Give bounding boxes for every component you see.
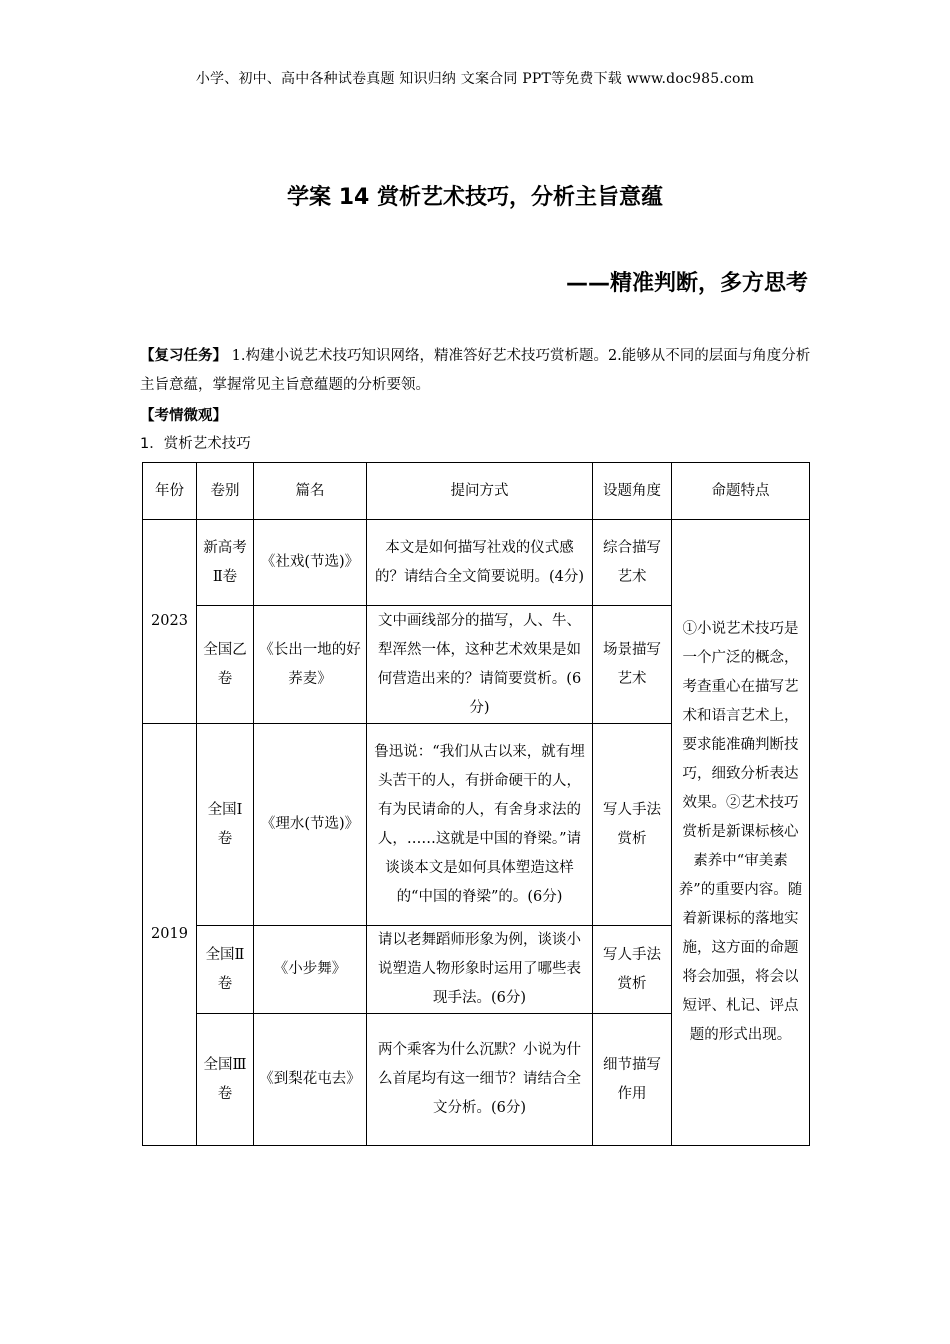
- title-cell: 《到梨花屯去》: [254, 1014, 367, 1146]
- table-row: [143, 520, 810, 606]
- section-title: 1．赏析艺术技巧: [140, 436, 251, 452]
- question-cell: 两个乘客为什么沉默？小说为什么首尾均有这一细节？请结合全文分析。(6分): [367, 1014, 593, 1146]
- question-cell: 鲁迅说：“我们从古以来，就有埋头苦干的人，有拼命硬干的人，有为民请命的人，有舍身求法的人，……这就是中国的脊梁。”请谈谈本文是如何具体塑造这样的“中国的脊梁”的。(6分): [367, 724, 593, 926]
- page-subtitle: ——精准判断，多方思考: [565, 271, 808, 296]
- angle-cell: 细节描写作用: [593, 1014, 672, 1146]
- paper-cell: 新高考Ⅱ卷: [197, 520, 254, 606]
- paper-cell: 全国Ⅰ卷: [197, 724, 254, 926]
- header-feature: 命题特点: [672, 463, 810, 520]
- header-question: 提问方式: [367, 463, 593, 520]
- feature-cell: ①小说艺术技巧是一个广泛的概念，考查重心在描写艺术和语言艺术上，要求能准确判断技巧，细致分析表达效果。②艺术技巧赏析是新课标核心素养中“审美素养”的重要内容。随着新课标的落地实施，这方面的命题将会加强，将会以短评、札记、评点题的形式出现。: [672, 520, 810, 1146]
- angle-cell: 综合描写艺术: [593, 520, 672, 606]
- angle-cell: 写人手法赏析: [593, 724, 672, 926]
- header-angle: 设题角度: [593, 463, 672, 520]
- question-cell: 本文是如何描写社戏的仪式感的？请结合全文简要说明。(4分): [367, 520, 593, 606]
- angle-cell: 写人手法赏析: [593, 926, 672, 1014]
- title-cell: 《小步舞》: [254, 926, 367, 1014]
- title-cell: 《长出一地的好荞麦》: [254, 606, 367, 724]
- table-header-row: [143, 463, 810, 520]
- title-cell: 《理水(节选)》: [254, 724, 367, 926]
- title-cell: 《社戏(节选)》: [254, 520, 367, 606]
- review-task-tag: 【复习任务】: [140, 348, 227, 364]
- paper-cell: 全国Ⅲ卷: [197, 1014, 254, 1146]
- question-cell: 请以老舞蹈师形象为例，谈谈小说塑造人物形象时运用了哪些表现手法。(6分): [367, 926, 593, 1014]
- header-title: 篇名: [254, 463, 367, 520]
- question-cell: 文中画线部分的描写，人、牛、犁浑然一体，这种艺术效果是如何营造出来的？请简要赏析。(6分): [367, 606, 593, 724]
- year-cell: 2023: [143, 520, 197, 724]
- page-title: 学案 14 赏析艺术技巧，分析主旨意蕴: [287, 185, 663, 210]
- year-cell: 2019: [143, 724, 197, 1146]
- header-year: 年份: [143, 463, 197, 520]
- paper-cell: 全国Ⅱ卷: [197, 926, 254, 1014]
- exam-table: [142, 462, 810, 1146]
- exam-overview-tag: 【考情微观】: [140, 408, 227, 424]
- header-paper: 卷别: [197, 463, 254, 520]
- review-task: [140, 342, 815, 400]
- paper-cell: 全国乙卷: [197, 606, 254, 724]
- site-header: 小学、初中、高中各种试卷真题 知识归纳 文案合同 PPT等免费下载 www.doc985.com: [195, 71, 755, 87]
- angle-cell: 场景描写艺术: [593, 606, 672, 724]
- review-task-text: 1.构建小说艺术技巧知识网络，精准答好艺术技巧赏析题。2.能够从不同的层面与角度分析主旨意蕴，掌握常见主旨意蕴题的分析要领。: [140, 348, 811, 393]
